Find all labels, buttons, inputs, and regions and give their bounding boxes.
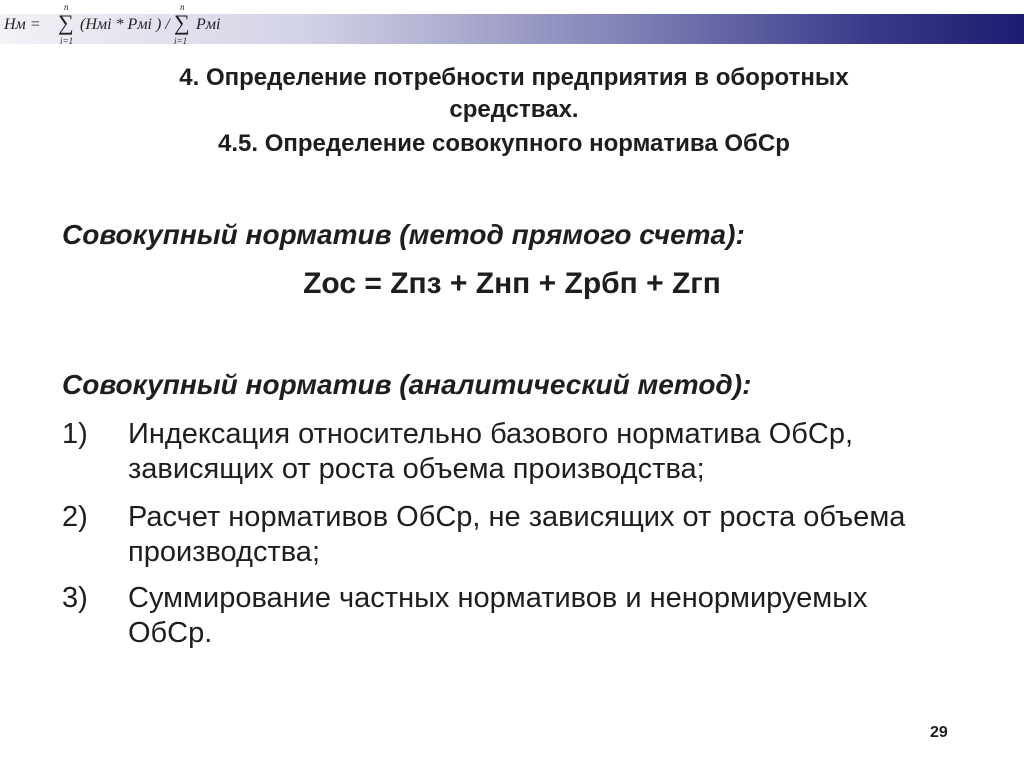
list-item-text: Индексация относительно базового норматива ОбСр, зависящих от роста объема производства;: [128, 418, 854, 485]
slide-title-line1: 4. Определение потребности предприятия в оборотных: [179, 64, 849, 91]
direct-method-heading: Совокупный норматив (метод прямого счета):: [62, 219, 745, 250]
sum-symbol-icon: ∑: [174, 10, 190, 35]
formula-denominator: Pмi: [196, 16, 221, 33]
formula-sigma-top: n: [64, 2, 69, 12]
formula-sigma2-top: n: [180, 2, 185, 12]
list-item-text: Суммирование частных нормативов и ненормируемых ОбСр.: [128, 582, 868, 649]
formula-sigma2-bottom: i=1: [174, 36, 188, 46]
formula-sigma-bottom: i=1: [60, 36, 74, 46]
page-number: 29: [930, 724, 948, 741]
analytic-method-heading: Совокупный норматив (аналитический метод):: [62, 369, 752, 400]
list-item-number: 3): [62, 582, 88, 614]
list-item-number: 2): [62, 501, 88, 533]
list-item-number: 1): [62, 418, 88, 450]
formula-lhs: Hм =: [4, 16, 41, 33]
slide-subtitle: 4.5. Определение совокупного норматива ОбСр: [218, 130, 790, 157]
total-norm-equation: Zос = Zпз + Zнп + Zрбп + Zгп: [303, 267, 721, 300]
formula-numerator: (Hмi * Pмi ) /: [80, 16, 170, 33]
slide-title-line2: средствах.: [449, 96, 579, 123]
list-item-text: Расчет нормативов ОбСр, не зависящих от роста объема производства;: [128, 501, 906, 568]
sum-symbol-icon: ∑: [58, 10, 74, 35]
